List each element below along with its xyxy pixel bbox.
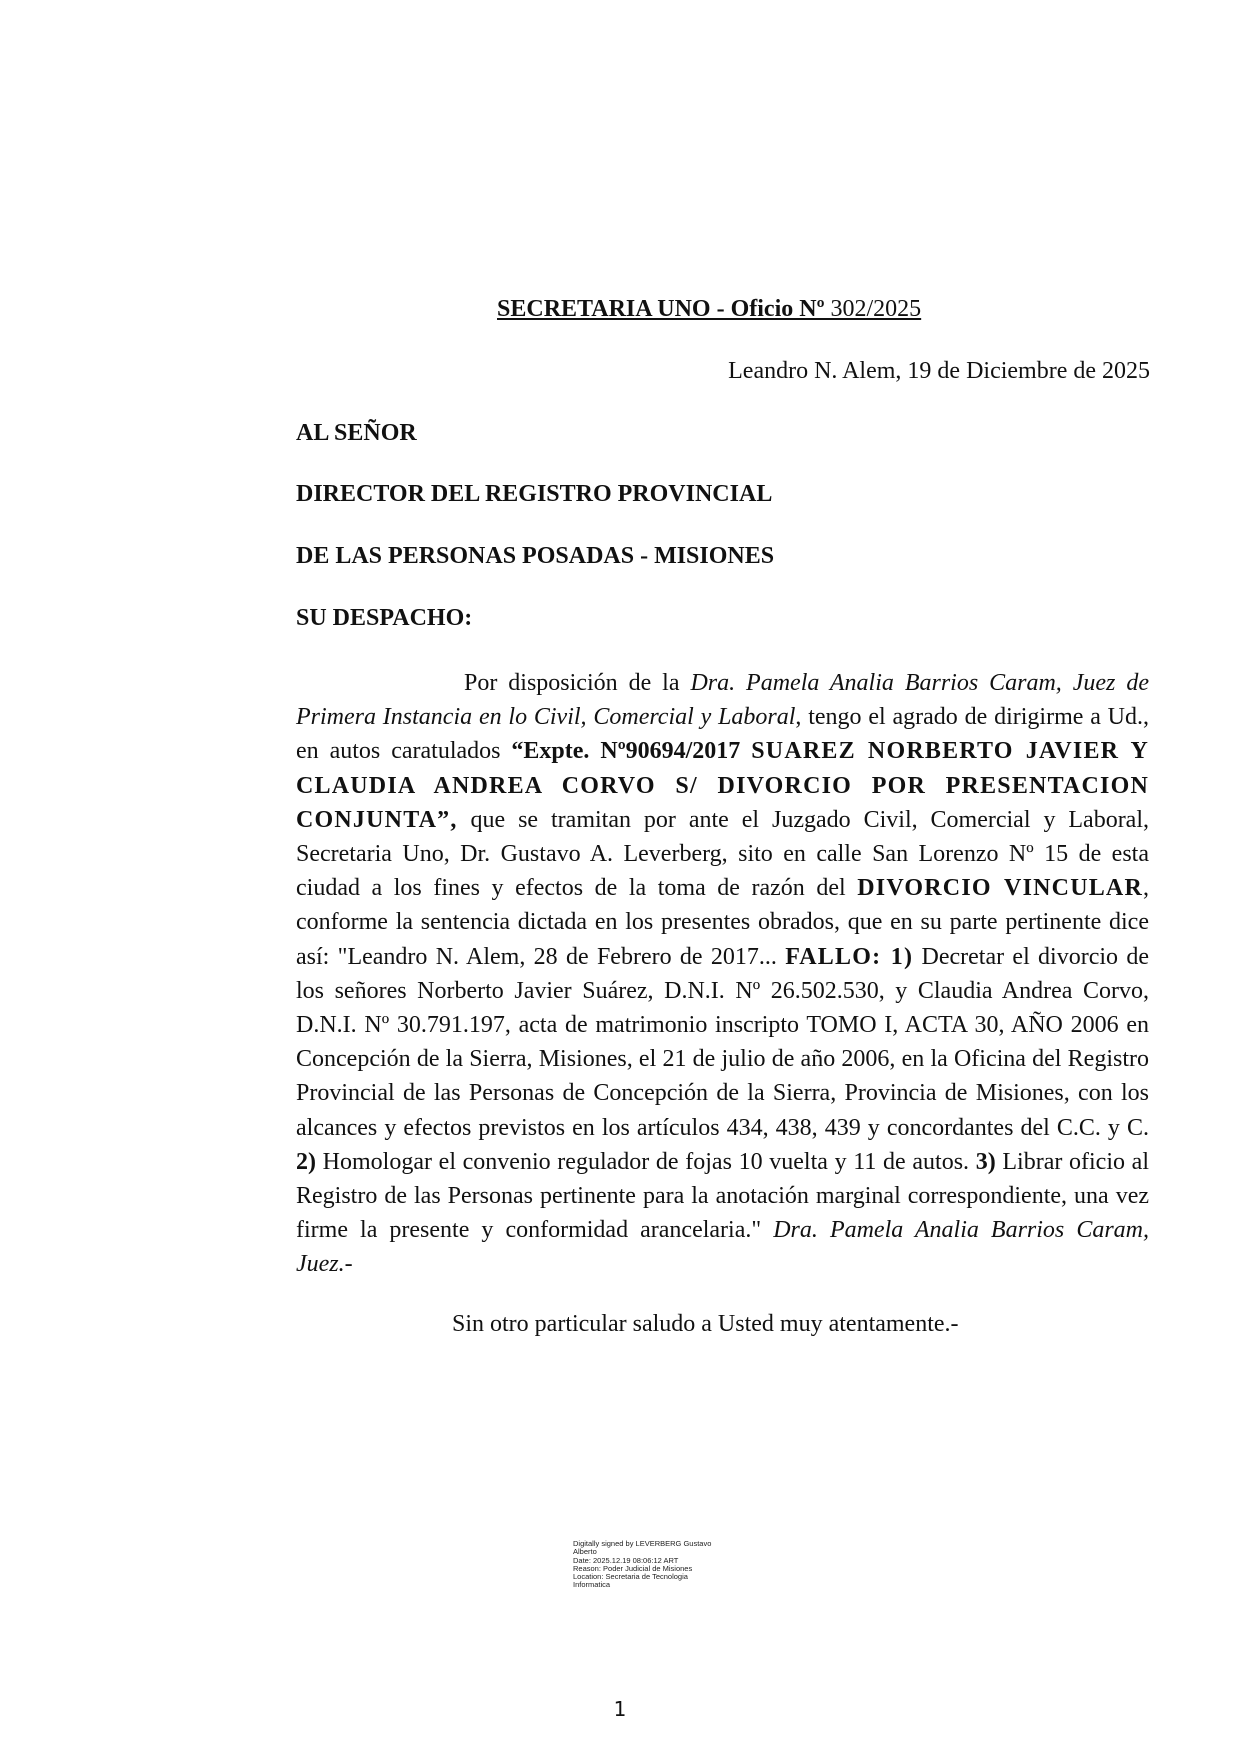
digital-signature-block (573, 1540, 743, 1590)
body-text-segment: , conforme la sentencia dictada en los presentes obrados, que en su parte pertinente dice así: "Leandro N. Alem, 28 de Febrero de 2017... (296, 875, 1150, 970)
signature-line: Digitally signed by LEVERBERG Gustavo (573, 1539, 712, 1548)
body-text-segment: , tengo el agrado de dirigirme a Ud., en autos caratulados (296, 704, 1149, 765)
addressee-line-3: DE LAS PERSONAS POSADAS - MISIONES (296, 543, 775, 569)
document-title (497, 296, 921, 323)
ruling-item-2: 2) (296, 1148, 316, 1175)
signature-line: Informatica (573, 1580, 611, 1590)
date-line: Leandro N. Alem, 19 de Diciembre de 2025 (728, 358, 1150, 384)
body-text-segment: Homologar el convenio regulador de fojas 10 vuelta y 11 de autos. (316, 1148, 976, 1175)
body-text-segment: Por disposición de la (464, 670, 691, 696)
signature-line: Location: Secretaria de Tecnologia (573, 1572, 688, 1582)
case-number: “Expte. Nº90694/2017 (511, 738, 752, 765)
signature-line: Date: 2025.12.19 08:06:12 ART (573, 1555, 679, 1565)
addressee-line-1: AL SEÑOR (296, 420, 417, 446)
body-text-segment: Decretar el divorcio de los señores Norberto Javier Suárez, D.N.I. Nº 26.502.530, y Claudia Andrea Corvo, D.N.I. Nº 30.791.197, acta de matrimonio inscripto TOMO I, ACTA 30, AÑO 2006 en Concepción de la Sierra, Misiones, el 21 de julio de año 2006, en la Oficina del Registro Provincial de las Personas de Concepción de la Sierra, Provincia de Misiones, con los alcances y efectos previstos en los artículos 434, 438, 439 y concordantes del C.C. y C. (296, 943, 1149, 1141)
signature-line: Alberto (573, 1547, 597, 1557)
ruling-label: FALLO: 1) (785, 943, 914, 970)
page-number: 1 (613, 1697, 627, 1721)
divorce-heading: DIVORCIO VINCULAR (857, 875, 1144, 902)
ruling-item-3: 3) (975, 1148, 996, 1175)
addressee-line-4: SU DESPACHO: (296, 605, 473, 631)
addressee-line-2: DIRECTOR DEL REGISTRO PROVINCIAL (296, 481, 773, 507)
judge-name-title: Dra. Pamela Analia Barrios Caram, Juez de Primera Instancia en lo Civil, Comercial y Laboral (296, 670, 1149, 731)
closing-line: Sin otro particular saludo a Usted muy atentamente.- (452, 1311, 959, 1337)
signature-line: Reason: Poder Judicial de Misiones (573, 1563, 693, 1573)
body-text-segment: que se tramitan por ante el Juzgado Civil, Comercial y Laboral, Secretaria Uno, Dr. Gustavo A. Leverberg, sito en calle San Lorenzo Nº 15 de esta ciudad a los fines y efectos de la toma de razón del (296, 806, 1149, 902)
title-office-label: SECRETARIA UNO - Oficio Nº (497, 296, 825, 322)
case-title: SUAREZ NORBERTO JAVIER Y CLAUDIA ANDREA CORVO S/ DIVORCIO POR PRESENTACION CONJUNTA”, (296, 738, 1149, 833)
judge-signoff: Dra. Pamela Analia Barrios Caram, Juez.- (296, 1217, 1149, 1278)
body-paragraph (296, 666, 1149, 1282)
title-office-number: 302/2025 (824, 296, 922, 322)
body-text-segment: Librar oficio al Registro de las Personas pertinente para la anotación marginal correspondiente, una vez firme la presente y conformidad arancelaria." (296, 1148, 1149, 1244)
